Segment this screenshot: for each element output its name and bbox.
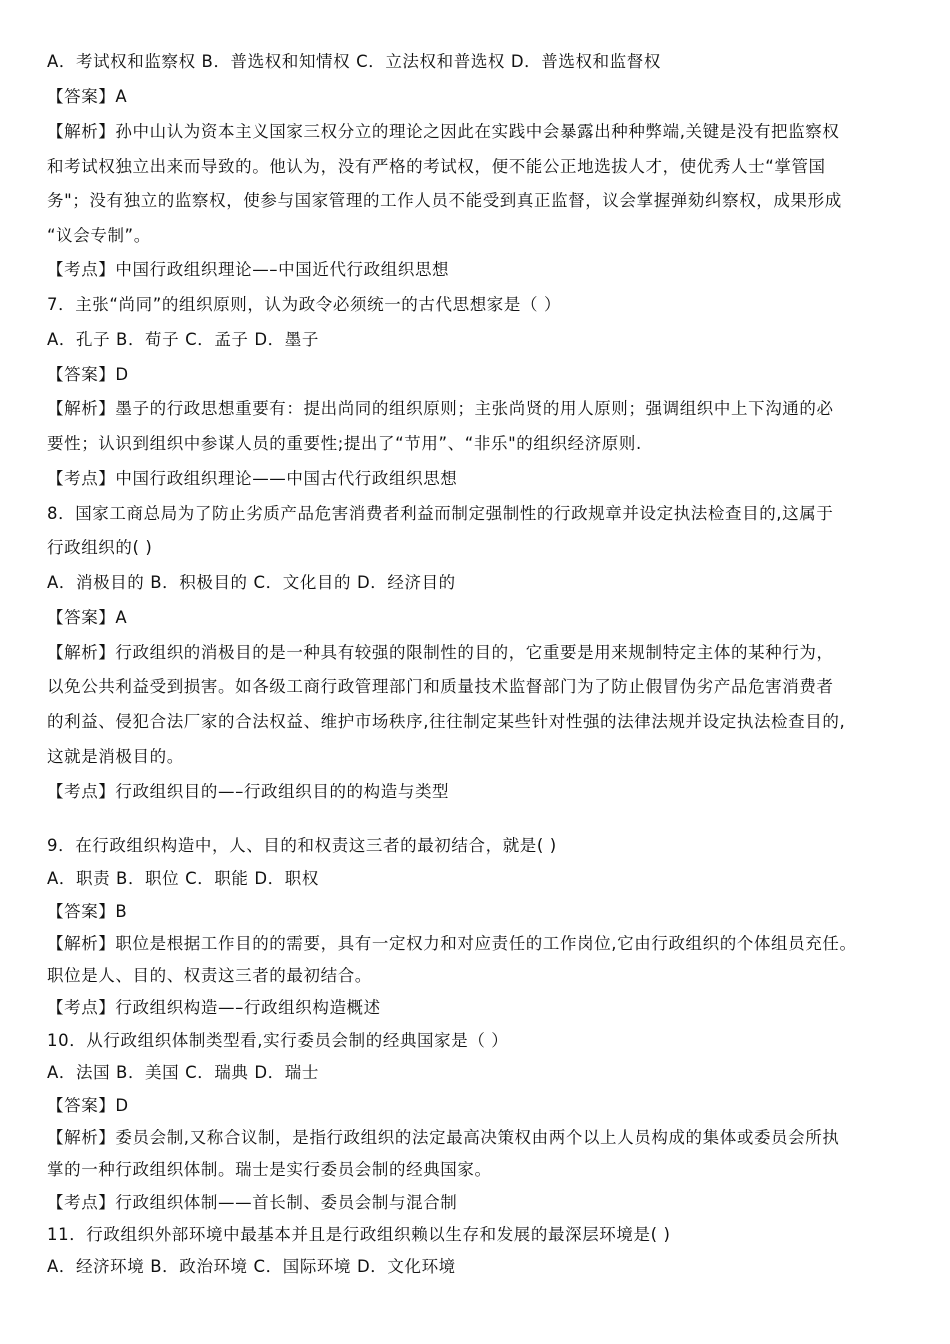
q6-analysis-2: 和考试权独立出来而导致的。他认为，没有严格的考试权，便不能公正地选拔人才，使优秀人士“掌管国 <box>47 157 826 176</box>
q8-analysis-2: 以免公共利益受到损害。如各级工商行政管理部门和质量技术监督部门为了防止假冒伪劣产品危害消费者 <box>47 677 834 696</box>
q8-analysis-3: 的利益、侵犯合法厂家的合法权益、维护市场秩序,往往制定某些针对性强的法律法规并设定执法检查目的, <box>47 712 846 731</box>
q8-question-2: 行政组织的( ) <box>47 538 153 557</box>
q10-question: 10．从行政组织体制类型看,实行委员会制的经典国家是（ ） <box>47 1031 509 1050</box>
q8-answer: 【答案】A <box>47 608 128 627</box>
q9-analysis-1: 【解析】职位是根据工作目的的需要，具有一定权力和对应责任的工作岗位,它由行政组织的个体组员充任。 <box>47 934 857 953</box>
q9-options: A．职责 B．职位 C．职能 D．职权 <box>47 869 319 888</box>
q10-analysis-1: 【解析】委员会制,又称合议制，是指行政组织的法定最高决策权由两个以上人员构成的集体或委员会所执 <box>47 1128 840 1147</box>
q7-analysis-1: 【解析】墨子的行政思想重要有：提出尚同的组织原则；主张尚贤的用人原则；强调组织中上下沟通的必 <box>47 399 834 418</box>
q10-answer: 【答案】D <box>47 1096 129 1115</box>
q10-options: A．法国 B．美国 C．瑞典 D．瑞士 <box>47 1063 319 1082</box>
q9-analysis-2: 职位是人、目的、权责这三者的最初结合。 <box>47 966 372 985</box>
q7-question: 7．主张“尚同”的组织原则，认为政令必须统一的古代思想家是（ ） <box>47 295 562 314</box>
q11-question: 11．行政组织外部环境中最基本并且是行政组织赖以生存和发展的最深层环境是( ) <box>47 1225 671 1244</box>
q9-answer: 【答案】B <box>47 902 128 921</box>
q6-analysis-4: “议会专制”。 <box>47 226 151 245</box>
q11-options: A．经济环境 B．政治环境 C．国际环境 D．文化环境 <box>47 1257 456 1276</box>
q8-topic: 【考点】行政组织目的—–行政组织目的的构造与类型 <box>47 782 450 801</box>
q6-answer: 【答案】A <box>47 87 128 106</box>
q6-analysis-1: 【解析】孙中山认为资本主义国家三权分立的理论之因此在实践中会暴露出种种弊端,关键是没有把监察权 <box>47 122 840 141</box>
q9-topic: 【考点】行政组织构造—–行政组织构造概述 <box>47 998 381 1017</box>
q8-question-1: 8．国家工商总局为了防止劣质产品危害消费者利益而制定强制性的行政规章并设定执法检查目的,这属于 <box>47 504 834 523</box>
q8-analysis-4: 这就是消极目的。 <box>47 747 184 766</box>
q6-options: A．考试权和监察权 B．普选权和知情权 C．立法权和普选权 D．普选权和监督权 <box>47 52 661 71</box>
q10-analysis-2: 掌的一种行政组织体制。瑞士是实行委员会制的经典国家。 <box>47 1160 492 1179</box>
q9-question: 9．在行政组织构造中，人、目的和权责这三者的最初结合，就是( ) <box>47 836 557 855</box>
q8-analysis-1: 【解析】行政组织的消极目的是一种具有较强的限制性的目的，它重要是用来规制特定主体的某种行为， <box>47 643 834 662</box>
q6-analysis-3: 务"；没有独立的监察权，使参与国家管理的工作人员不能受到真正监督，议会掌握弹劾纠察权，成果形成 <box>47 191 842 210</box>
q10-topic: 【考点】行政组织体制——首长制、委员会制与混合制 <box>47 1193 458 1212</box>
q7-answer: 【答案】D <box>47 365 129 384</box>
q7-analysis-2: 要性；认识到组织中参谋人员的重要性;提出了“节用”、“非乐"的组织经济原则. <box>47 434 642 453</box>
q8-options: A．消极目的 B．积极目的 C．文化目的 D．经济目的 <box>47 573 456 592</box>
q7-options: A．孔子 B．荀子 C．孟子 D．墨子 <box>47 330 319 349</box>
q7-topic: 【考点】中国行政组织理论——中国古代行政组织思想 <box>47 469 458 488</box>
q6-topic: 【考点】中国行政组织理论—–中国近代行政组织思想 <box>47 260 450 279</box>
